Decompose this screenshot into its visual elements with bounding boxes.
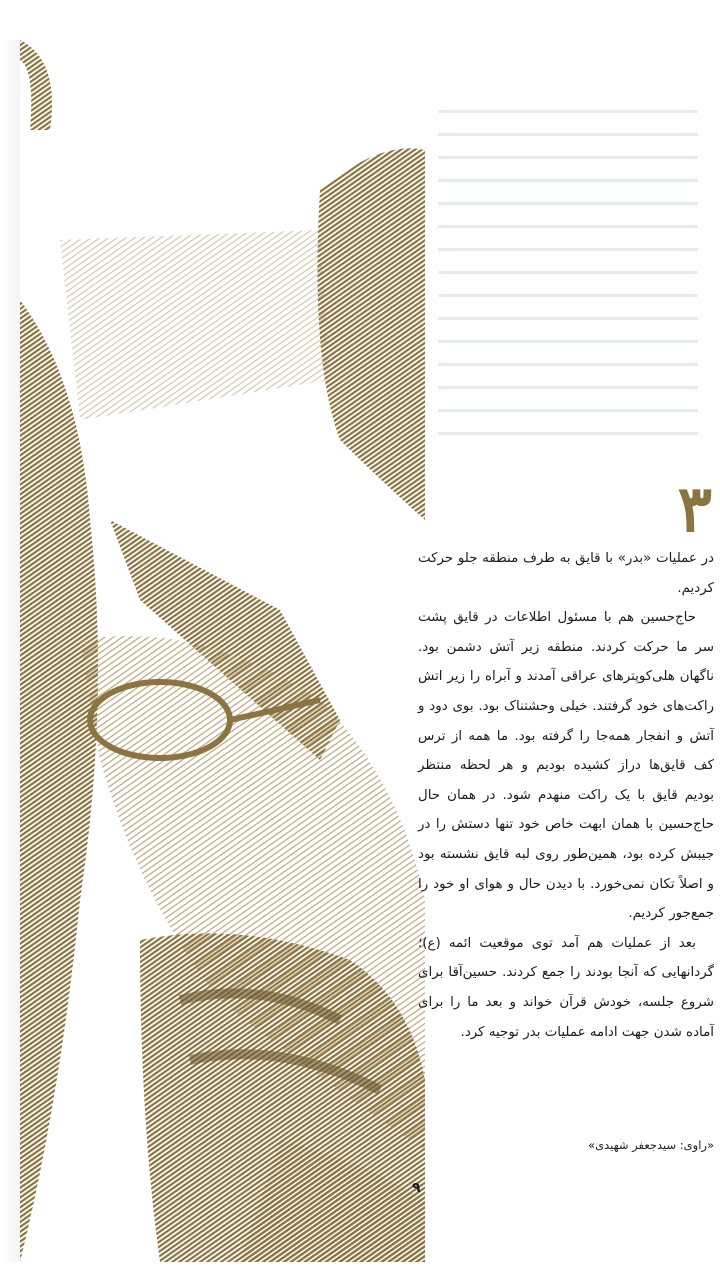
ghost-line [438, 271, 698, 274]
chapter-number: ۳ [677, 472, 712, 547]
ghost-line [438, 156, 698, 159]
page-number: ۹ [412, 1180, 421, 1196]
ghost-line [438, 179, 698, 182]
narrator-credit: «راوی: سیدجعفر شهیدی» [588, 1138, 714, 1152]
halftone-photo [20, 0, 425, 1262]
paragraph: بعد از عملیات هم آمد توی موقعیت ائمه (ع)؛ گردانهایی که آنجا بودند را جمع کردند. حسین‌آقا برای شروع جلسه، خودش قرآن خواند و بعد ما را برای آماده شدن جهت ادامه عملیات بدر توجیه کرد. [418, 935, 714, 1040]
ghost-line [438, 202, 698, 205]
ghost-line [438, 133, 698, 136]
ghost-line [438, 363, 698, 366]
ghost-line [438, 225, 698, 228]
story-text [418, 544, 714, 1047]
ghost-line [438, 248, 698, 251]
paragraph: در عملیات «بدر» با قایق به طرف منطقه جلو حرکت کردیم. [418, 551, 714, 596]
ghost-line [438, 294, 698, 297]
ghost-line [438, 110, 698, 113]
ghost-line [438, 317, 698, 320]
ghost-line [438, 432, 698, 435]
page-edge [0, 40, 20, 1262]
bleed-through-text [438, 90, 698, 455]
ghost-line [438, 386, 698, 389]
ghost-line [438, 409, 698, 412]
ghost-line [438, 340, 698, 343]
paragraph: حاج‌حسین هم با مسئول اطلاعات در قایق پشت سر ما حرکت کردند. منطقه زیر آتش دشمن بود. ناگهان هلی‌کوپترهای عراقی آمدند و آبراه را زیر اتش راکت‌های خود گرفتند. خیلی وحشتناک بود. بوی دود و آتش و انفجار همه‌جا را گرفته بود. ما همه از ترس کف قایق‌ها دراز کشیده بودیم و هر لحظه منتظر بودیم قایق با یک راکت منهدم شود. در همان حال حاج‌حسین با همان ابهت خاص خود تنها دستش را در جیبش کرده بود، همین‌طور روی لبه قایق نشسته بود و اصلاً تکان نمی‌خورد. با دیدن حال و هوای او خود را جمع‌جور کردیم. [418, 610, 714, 922]
